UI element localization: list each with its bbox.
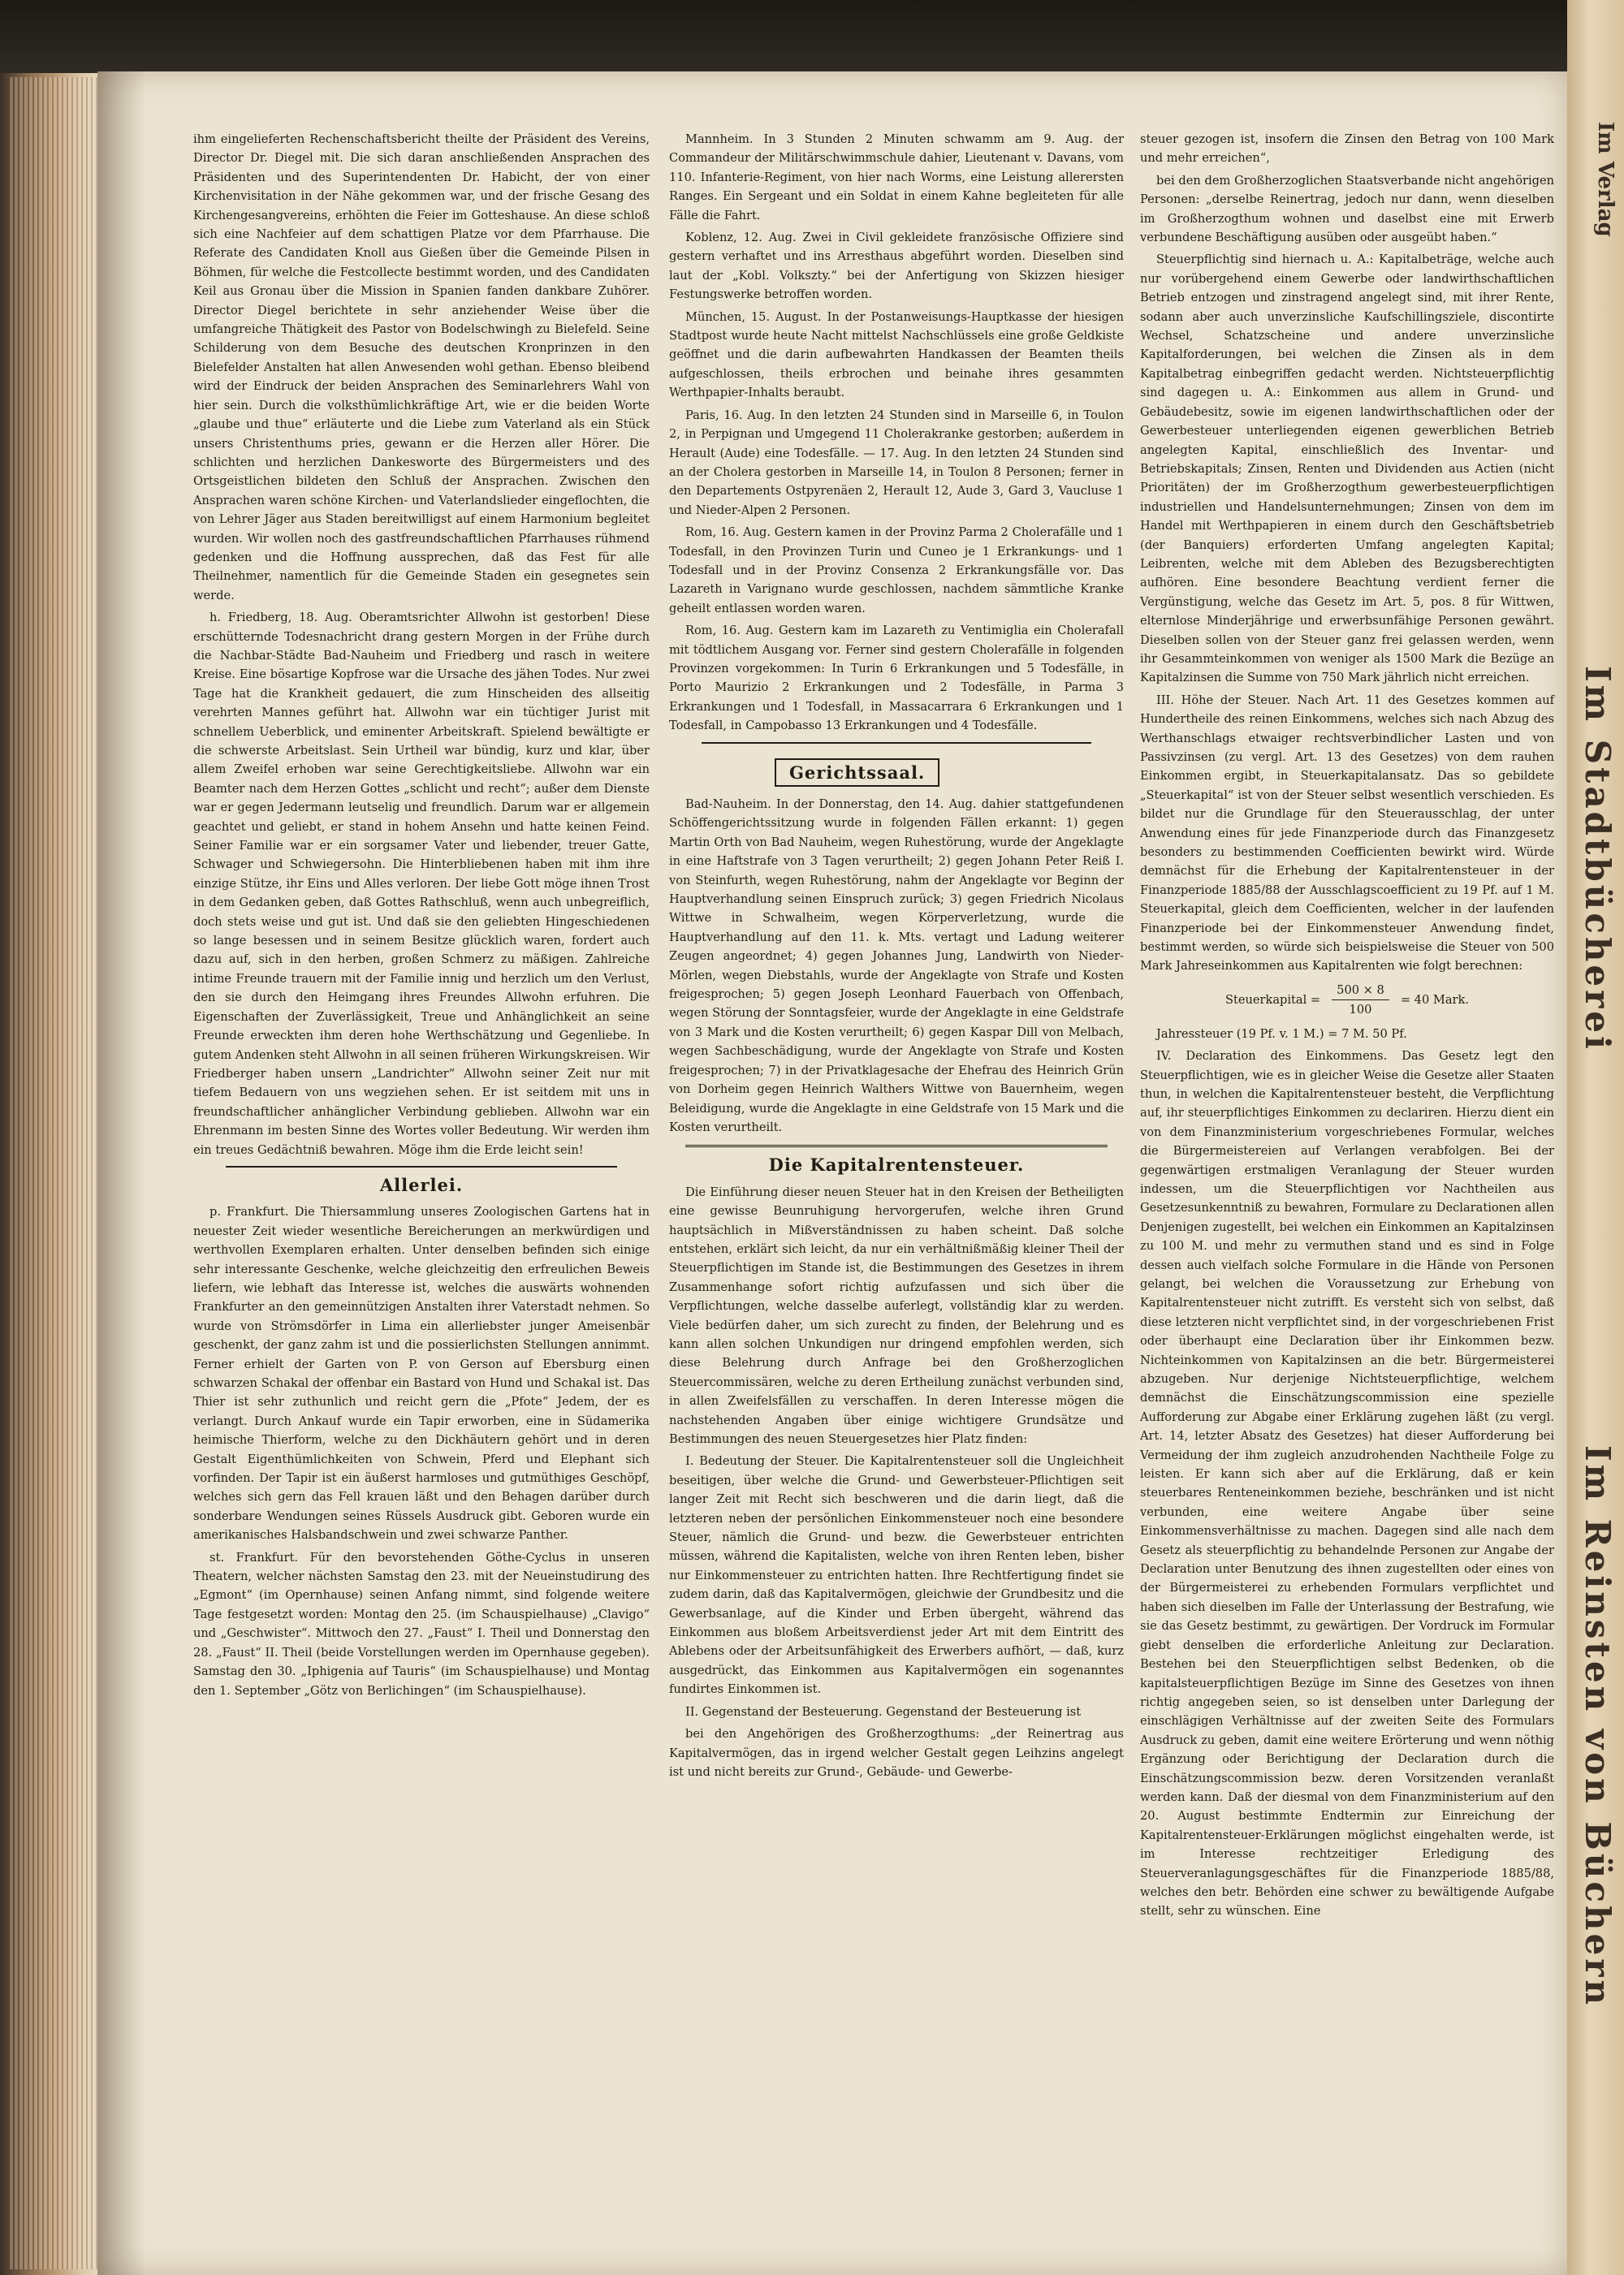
article-paragraph: Paris, 16. Aug. In den letzten 24 Stunden sind in Marseille 6, in Toulon 2, in Perpignan und Umgegend 11 Cholerakranke gestorben; außerdem in Herault (Aude) eine Todesfälle. — 17. Aug. In den letzten 24 Stunden sind an der Cholera gestorben in Marseille 14, in Toulon 8 Personen; ferner in den Departements Ostpyrenäen 2, Herault 12, Aude 3, Gard 3, Vaucluse 1 und Nieder-Alpen 2 Personen.: [669, 408, 1124, 517]
tax-formula: [1140, 981, 1554, 1020]
article-paragraph: steuer gezogen ist, insofern die Zinsen den Betrag von 100 Mark und mehr erreichen“,: [1140, 132, 1554, 166]
column-1: [193, 130, 650, 1703]
strip-text-bottom: Im Reinsten von Büchern: [1578, 1445, 1618, 2008]
article-paragraph: IV. Declaration des Einkommens. Das Gesetz legt den Steuerpflichtigen, wie es in gleicher Weise die Gesetze aller Staaten thun, in welchen die Kapitalrentensteuer besteht, die Verpflichtung auf, ihr steuerpflichtiges Einkommen zu declariren. Hierzu dient ein von dem Finanzministerium vorgeschriebenes Formular, welches die Bürgermeistereien auf Verlangen verabfolgen. Bei der gegenwärtigen erstmaligen Veranlagung der Steuer wurden indessen, um die Steuerpflichtigen vor Nachtheilen aus Gesetzesunkenntniß zu bewahren, Formulare zu Declarationen allen Denjenigen zugestellt, bei welchen ein Einkommen an Kapitalzinsen zu 100 M. und mehr zu vermuthen stand und es sind in Folge dessen auch vielfach solche Formulare in die Hände von Personen gelangt, bei welchen die Voraussetzung zur Erhebung von Kapitalrentensteuer nicht zutrifft. Es versteht sich von selbst, daß diese letzteren nicht verpflichtet sind, in der vorgeschriebenen Frist oder überhaupt eine Declaration über ihr Einkommen bezw. Nichteinkommen von Kapitalzinsen an die betr. Bürgermeisterei abzugeben. Nur derjenige Nichtsteuerpflichtige, welchem demnächst die Einschätzungscommission eine spezielle Aufforderung zur Abgabe einer Erklärung zugehen läßt (zu vergl. Art. 14, letzter Absatz des Gesetzes) hat dieser Aufforderung bei Vermeidung der ihm zugleich anzudrohenden Nachtheile Folge zu leisten. Er kann sich aber auf die Erklärung, daß er kein steuerbares Renteneinkommen beziehe, beschränken und ist nicht verbunden, eine weitere Angabe über seine Einkommensverhältnisse zu machen. Dagegen sind alle nach dem Gesetz als steuerpflichtig zu behandelnde Personen zur Angabe der Declaration unter Benutzung des ihnen zugestellten oder eines von der Bürgermeisterei zu erhebenden Formulars verpflichtet und haben sich dieselben im Falle der Unterlassung der Bestrafung, wie sie das Gesetz bestimmt, zu gewärtigen. Der Vordruck im Formular giebt denselben die erforderliche Anleitung zur Declaration. Bestehen bei den Steuerpflichtigen selbst Bedenken, ob die kapitalsteuerpflichtigen Bezüge im Sinne des Gesetzes von ihnen richtig angegeben seien, so ist denselben unter Darlegung der einschlägigen Verhältnisse auf der zweiten Seite des Formulars Ausdruck zu geben, damit eine weitere Erörterung und wenn nöthig Ergänzung oder Berichtigung der Declaration durch die Einschätzungscommission bezw. deren Vorsitzenden veranlaßt werden kann. Daß der diesmal von dem Finanzministerium auf den 20. August bestimmte Endtermin zur Einreichung der Kapitalrentensteuer-Erklärungen möglichst eingehalten werde, ist im Interesse rechtzeitiger Erledigung des Steuerveranlagungsgeschäftes für die Finanzperiode 1885/88, welches den betr. Behörden eine schwer zu bewältigende Aufgabe stellt, sehr zu wünschen. Eine: [1140, 1049, 1554, 1919]
article-paragraph: Koblenz, 12. Aug. Zwei in Civil gekleidete französische Offiziere sind gestern verhaftet und ins Arresthaus abgeführt worden. Dieselben sind laut der „Kobl. Volkszty.“ bei der Anfertigung von Skizzen hiesiger Festungswerke betroffen worden.: [669, 231, 1124, 302]
formula-result: = 40 Mark.: [1400, 993, 1469, 1008]
article-paragraph: Die Einführung dieser neuen Steuer hat in den Kreisen der Betheiligten eine gewisse Beunruhigung hervorgerufen, welche ihren Grund hauptsächlich in Mißverständnissen zu haben scheint. Daß solche entstehen, erklärt sich leicht, da nur ein verhältnißmäßig kleiner Theil der Steuerpflichtigen im Stande ist, die Bestimmungen des Gesetzes in ihrem Zusammenhange sofort richtig aufzufassen und sich über die Verpflichtungen, welche dasselbe auferlegt, vollständig klar zu werden. Viele bedürfen daher, um sich zurecht zu finden, der Belehrung und es kann allen solchen Unkundigen nur dringend empfohlen werden, sich diese Belehrung durch Anfrage bei den Großherzoglichen Steuercommissären, welche zu deren Ertheilung zunächst verbunden sind, in allen Zweifelsfällen zu verschaffen. In deren Interesse mögen die nachstehenden Angaben über einige wichtigere Grundsätze und Bestimmungen des neuen Steuergesetzes hier Platz finden:: [669, 1185, 1124, 1446]
article-paragraph: Rom, 16. Aug. Gestern kam im Lazareth zu Ventimiglia ein Cholerafall mit tödtlichem Ausgang vor. Ferner sind gestern Cholerafälle in folgenden Provinzen vorgekommen: In Turin 6 Erkrankungen und 5 Todesfälle, in Porto Maurizio 2 Erkrankungen und 2 Todesfälle, in Parma 3 Erkrankungen und 1 Todesfall, in Massacarrara 6 Erkrankungen und 1 Todesfall, in Campobasso 13 Erkrankungen und 4 Todesfälle.: [669, 624, 1124, 733]
formula-label: Steuerkapital =: [1224, 993, 1321, 1008]
gutter-shadow: [97, 71, 146, 2275]
article-paragraph: h. Friedberg, 18. Aug. Oberamtsrichter Allwohn ist gestorben! Diese erschütternde Todesnachricht drang gestern Morgen in der Frühe durch die Nachbar-Städte Bad-Nauheim und Friedberg und rasch in weitere Kreise. Eine bösartige Kopfrose war die Ursache des jähen Todes. Nur zwei Tage hat die Krankheit gedauert, die zum Hinscheiden des allseitig verehrten Mannes geführt hat. Allwohn war ein tüchtiger Jurist mit schnellem Ueberblick, und eminenter Arbeitskraft. Spielend bewältigte er die schwerste Arbeitslast. Sein Urtheil war bündig, kurz und klar, über allem Zweifel erhoben war seine Gerechtigkeitsliebe. Allwohn war ein Beamter nach dem Herzen Gottes „schlicht und recht“; außer dem Dienste war er gegen Jedermann leutselig und freundlich. Darum war er allgemein geachtet und geliebt, er stand in hohem Ansehn und hatte keinen Feind. Seiner Familie war er ein sorgsamer Vater und liebender, treuer Gatte, Schwager und Schwiegersohn. Die Hinterbliebenen haben mit ihm ihre einzige Stütze, ihr Eins und Alles verloren. Der liebe Gott möge ihnen Trost in dem Gedanken geben, daß Gottes Rathschluß, wenn auch unbegreiflich, doch stets weise und gut ist. Und daß sie den geliebten Hingeschiedenen so lange besessen und in seinem Besitze glücklich waren, fordert auch dazu auf, sich in den herben, großen Schmerz zu mäßigen. Zahlreiche intime Freunde trauern mit der Familie innig und herzlich um den Verlust, den sie durch den Heimgang ihres Freundes Allwohn erfuhren. Die Eigenschaften der Zuverlässigkeit, Treue und Anhänglichkeit an seine Freunde erweckten ihm deren hohe Werthschätzung und Gegenliebe. In gutem Andenken steht Allwohn in all seinen früheren Wirkungskreisen. Wir Friedberger haben unsern „Landrichter“ Allwohn seiner Zeit nur mit tiefem Bedauern von uns wegziehen sehen. Er ist seitdem mit uns in freundschaftlicher anhänglicher Verbindung geblieben. Allwohn war ein Ehrenmann im besten Sinne des Wortes voller Bedeutung. Wir werden ihm ein treues Gedächtniß bewahren. Möge ihm die Erde leicht sein!: [193, 611, 650, 1157]
formula-denominator: 100: [1349, 1003, 1372, 1017]
section-divider: [685, 1145, 1108, 1147]
article-paragraph: bei den dem Großherzoglichen Staatsverbande nicht angehörigen Personen: „derselbe Reinertrag, jedoch nur dann, wenn dieselben im Großherzogthum wohnen und daselbst eine mit Erwerb verbundene Beschäftigung ausüben oder ausgeübt haben.“: [1140, 173, 1554, 245]
article-paragraph: II. Gegenstand der Besteuerung. Gegenstand der Besteuerung ist: [685, 1704, 1082, 1719]
article-paragraph: München, 15. August. In der Postanweisungs-Hauptkasse der hiesigen Stadtpost wurde heute Nacht mittelst Nachschlüssels eine große Geldkiste geöffnet und die darin aufbewahrten Handkassen der Beamten theils aufgeschlossen, theils erbrochen und beinahe ihres gesammten Werthpapier-Inhalts beraubt.: [669, 309, 1124, 400]
column-2: [669, 130, 1124, 1785]
article-paragraph: Steuerpflichtig sind hiernach u. A.: Kapitalbeträge, welche auch nur vorübergehend einem Gewerbe oder landwirthschaftlichen Betrieb entzogen und zinstragend angelegt sind, mit ihrer Rente, sodann aber auch unverzinsliche Kaufschillingsziele, discontirte Wechsel, Schatzscheine und andere unverzinsliche Kapitalforderungen, bei welchen die Zinsen als in dem Kapitalbetrag einbegriffen gedacht werden. Nichtsteuerpflichtig sind dagegen u. A.: Einkommen aus allem in Grund- und Gebäudebesitz, sowie im eigenen landwirthschaftlichen oder der Gewerbesteuer unterliegenden eigenen gewerblichen Betrieb angelegten Kapital, einschließlich des Inventar- und Betriebskapitals; Zinsen, Renten und Dividenden aus Actien (nicht Prioritäten) der im Großherzogthum gewerbesteuerpflichtigen industriellen und Handelsunternehmungen; Zinsen von dem im Handel mit Werthpapieren in einem durch den Geschäftsbetrieb (der Banquiers) erforderten Umfang angelegten Kapital; Leibrenten, welche mit dem Ableben des Bezugsberechtigten aufhören. Eine besondere Beachtung verdient ferner die Vergünstigung, welche das Gesetz im Art. 5, pos. 8 für Wittwen, elternlose Minderjährige und erwerbsunfähige Personen gewährt. Dieselben sollen von der Steuer ganz frei gelassen werden, wenn ihr Gesammteinkommen von weniger als 1500 Mark die Bezüge an Kapitalzinsen die Summe von 750 Mark jährlich nicht erreichen.: [1140, 253, 1554, 685]
section-divider: [702, 742, 1091, 744]
column-3: [1140, 130, 1554, 1924]
section-heading-gerichtssaal: Gerichtssaal.: [775, 758, 939, 787]
strip-text-mid: Im Stadtbücherei: [1578, 666, 1618, 1052]
section-divider: [226, 1166, 617, 1168]
article-paragraph: Bad-Nauheim. In der Donnerstag, den 14. Aug. dahier stattgefundenen Schöffengerichtssitzung wurde in folgenden Fällen erkannt: 1) gegen Martin Orth von Bad Nauheim, wegen Ruhestörung, wurde der Angeklagte in eine Haftstrafe von 3 Tagen verurtheilt; 2) gegen Johann Peter Reiß I. von Steinfurth, wegen Ruhestörung, nahm der Angeklagte vor Beginn der Hauptverhandlung seinen Einspruch zurück; 3) gegen Friedrich Nicolaus Wittwe in Schwalheim, wegen Körperverletzung, wurde die Hauptverhandlung auf den 11. k. Mts. vertagt und Ladung weiterer Zeugen angeordnet; 4) gegen Johannes Jung, Landwirth von Nieder-Mörlen, wegen Diebstahls, wurde der Angeklagte von Strafe und Kosten freigesprochen; 5) gegen Joseph Leonhard Fauerbach von Offenbach, wegen Störung der Sonntagsfeier, wurde der Angeklagte in eine Geldstrafe von 3 Mark und die Kosten verurtheilt; 6) gegen Kaspar Dill von Melbach, wegen Sachbeschädigung, wurde der Angeklagte von Strafe und Kosten freigesprochen; 7) in der Privatklagesache der Ehefrau des Heinrich Grün von Dorheim gegen Heinrich Walthers Wittwe von Bauernheim, wegen Beleidigung, wurde die Angeklagte in eine Geldstrafe von 15 Mark und die Kosten verurtheilt.: [669, 797, 1124, 1134]
article-paragraph: st. Frankfurt. Für den bevorstehenden Göthe-Cyclus in unseren Theatern, welcher nächsten Samstag den 23. mit der Neueinstudirung des „Egmont“ (im Opernhause) seinen Anfang nimmt, sind folgende weitere Tage festgesetzt worden: Montag den 25. (im Schauspielhause) „Clavigo“ und „Geschwister“. Mittwoch den 27. „Faust“ I. Theil und Donnerstag den 28. „Faust“ II. Theil (beide Vorstellungen werden im Opernhause gegeben). Samstag den 30. „Iphigenia auf Tauris“ (im Schauspielhause) und Montag den 1. September „Götz von Berlichingen“ (im Schauspielhause).: [193, 1550, 650, 1698]
scan-top-background: [0, 0, 1567, 73]
strip-text-top: Im Verlag: [1593, 122, 1618, 237]
article-paragraph: ihm eingelieferten Rechenschaftsbericht theilte der Präsident des Vereins, Director Dr. Diegel mit. Die sich daran anschließenden Ansprachen des Präsidenten und des Superintendenten Dr. Habicht, der von einer Kirchenvisitation in der Nähe gekommen war, und der frische Gesang des Kirchengesangvereins, erhöhten die Feier im Gotteshause. An diese schloß sich eine Nachfeier auf dem schattigen Platze vor dem Pfarrhause. Die Referate des Candidaten Knoll aus Gießen über die Gemeinde Pilsen in Böhmen, für welche die Festcollecte bestimmt worden, und des Candidaten Keil aus Gronau über die Mission in Spanien fanden dankbare Zuhörer. Director Diegel berichtete in sehr anziehender Weise über die umfangreiche Thätigkeit des Pastor von Bodelschwingh zu Bielefeld. Seine Schilderung von dem Besuche des deutschen Kronprinzen in den Bielefelder Anstalten hat allen Anwesenden wohl gethan. Ebenso bleibend wird der Eindruck der beiden Ansprachen des Seminarlehrers Wahl von hier sein. Durch die volksthümlichkräftige Art, wie er die beiden Worte „glaube und thue“ erläuterte und die Liebe zum Vaterland als ein Stück unsers Christenthums pries, gewann er die Herzen aller Hörer. Die schlichten und herzlichen Dankesworte des Bürgermeisters und des Ortsgeistlichen bildeten den Schluß der Ansprachen. Zwischen den Ansprachen waren schöne Kirchen- und Vaterlandslieder eingeflochten, die von Lehrer Jäger aus Staden bereitwilligst auf einem Harmonium begleitet wurden. Wir wollen noch des gastfreundschaftlichen Pfarrhauses rühmend gedenken und die Hoffnung aussprechen, daß das Fest für alle Theilnehmer, namentlich für die Gemeinde Staden ein gesegnetes sein werde.: [193, 132, 650, 602]
formula-fraction: [1332, 981, 1389, 1020]
article-paragraph: I. Bedeutung der Steuer. Die Kapitalrentensteuer soll die Ungleichheit beseitigen, über welche die Grund- und Gewerbsteuer-Pflichtigen seit langer Zeit mit Recht sich beschweren und die darin liegt, daß die letzteren neben der persönlichen Einkommensteuer noch eine besondere Steuer, nämlich die Grund- und bezw. die Gewerbsteuer entrichten müssen, während die Kapitalisten, welche von ihren Renten leben, bisher nur Einkommensteuer zu entrichten hatten. Ihre Rechtfertigung findet sie zudem darin, daß das Kapitalvermögen, gleichwie der Grundbesitz und die Gewerbsanlage, auf die Kinder und Erben übergeht, während das Einkommen aus bloßem Arbeitsverdienst jeder Art mit dem Eintritt des Ablebens oder der Arbeitsunfähigkeit des Erwerbers aufhört, — daß, kurz ausgedrückt, das Einkommen aus Kapitalvermögen ein sogenanntes fundirtes Einkommen ist.: [669, 1454, 1124, 1697]
article-paragraph: III. Höhe der Steuer. Nach Art. 11 des Gesetzes kommen auf Hundertheile des reinen Einkommens, welches sich nach Abzug des Werthanschlags etwaiger rechtsverbindlicher Lasten und von Passivzinsen (zu vergl. Art. 13 des Gesetzes) von dem rauhen Einkommen ergibt, in Steuerkapitalansatz. Das so gebildete „Steuerkapital“ ist von der Steuer selbst wesentlich verschieden. Es bildet nur die Grundlage für den Steuerausschlag, der unter Anwendung eines für jede Finanzperiode durch das Finanzgesetz besonders zu bestimmenden Coefficienten bewirkt wird. Würde demnächst für die Erhebung der Kapitalrentensteuer in der Finanzperiode 1885/88 der Ausschlagscoefficient zu 19 Pf. auf 1 M. Steuerkapital, gleich dem Coefficienten, welcher in der laufenden Finanzperiode bei der Einkommensteuer Anwendung findet, bestimmt werden, so würde sich beispielsweise die Steuer von 500 Mark Jahreseinkommen aus Kapitalrenten wie folgt berechnen:: [1140, 693, 1554, 973]
formula-numerator: 500 × 8: [1332, 981, 1389, 1000]
section-heading-allerlei: Allerlei.: [379, 1174, 464, 1195]
article-paragraph: p. Frankfurt. Die Thiersammlung unseres Zoologischen Gartens hat in neuester Zeit wieder wesentliche Bereicherungen an merkwürdigen und werthvollen Exemplaren erhalten. Unter denselben befinden sich einige sehr interessante Geschenke, welche gleichzeitig den erfreulichen Beweis liefern, wie lebhaft das Interesse ist, welches die auswärts wohnenden Frankfurter an den gemeinnützigen Anstalten ihrer Vaterstadt nehmen. So wurde von Strömsdörfer in Lima ein allerliebster junger Ameisenbär geschenkt, der ganz zahm ist und die possierlichsten Stellungen annimmt. Ferner erhielt der Garten von P. von Gerson auf Ebersburg einen schwarzen Schakal der offenbar ein Bastard von Hund und Schakal ist. Das Thier ist sehr zuthunlich und reicht gern die „Pfote“ Jedem, der es verlangt. Durch Ankauf wurde ein Tapir erworben, eine in Südamerika heimische Thierform, welche zu den Dickhäutern gehört und in deren Gestalt Eigenthümlichkeiten von Schwein, Pferd und Elephant sich vorfinden. Der Tapir ist ein äußerst harmloses und gutmüthiges Geschöpf, welches sich gern das Fell krauen läßt und den Behagen darüber durch sonderbare Wendungen seines Rüssels Ausdruck gibt. Geboren wurde ein amerikanisches Halsbandschwein und zwei schwarze Panther.: [193, 1205, 650, 1543]
article-paragraph: bei den Angehörigen des Großherzogthums: „der Reinertrag aus Kapitalvermögen, das in irgend welcher Gestalt gegen Leihzins angelegt ist und nicht bereits zur Grund-, Gebäude- und Gewerbe-: [669, 1727, 1124, 1779]
next-page-strip: [1567, 0, 1624, 2275]
article-paragraph: Rom, 16. Aug. Gestern kamen in der Provinz Parma 2 Cholerafälle und 1 Todesfall, in den Provinzen Turin und Cuneo je 1 Erkrankungs- und 1 Todesfall und in der Provinz Consenza 2 Erkrankungsfälle vor. Das Lazareth in Varignano wurde geschlossen, nachdem sämmtliche Kranke geheilt entlassen worden waren.: [669, 525, 1124, 615]
article-paragraph: Mannheim. In 3 Stunden 2 Minuten schwamm am 9. Aug. der Commandeur der Militärschwimmschule dahier, Lieutenant v. Davans, vom 110. Infanterie-Regiment, von hier nach Worms, eine Leistung allerersten Ranges. Ein Sergeant und ein Soldat in einem Kahne begleiteten für alle Fälle die Fahrt.: [669, 132, 1124, 222]
formula-annual-tax: Jahressteuer (19 Pf. v. 1 M.) = 7 M. 50 Pf.: [1156, 1026, 1407, 1041]
section-heading-kapitalrentensteuer: Die Kapitalrentensteuer.: [768, 1155, 1025, 1176]
page-edges: [8, 77, 102, 2269]
